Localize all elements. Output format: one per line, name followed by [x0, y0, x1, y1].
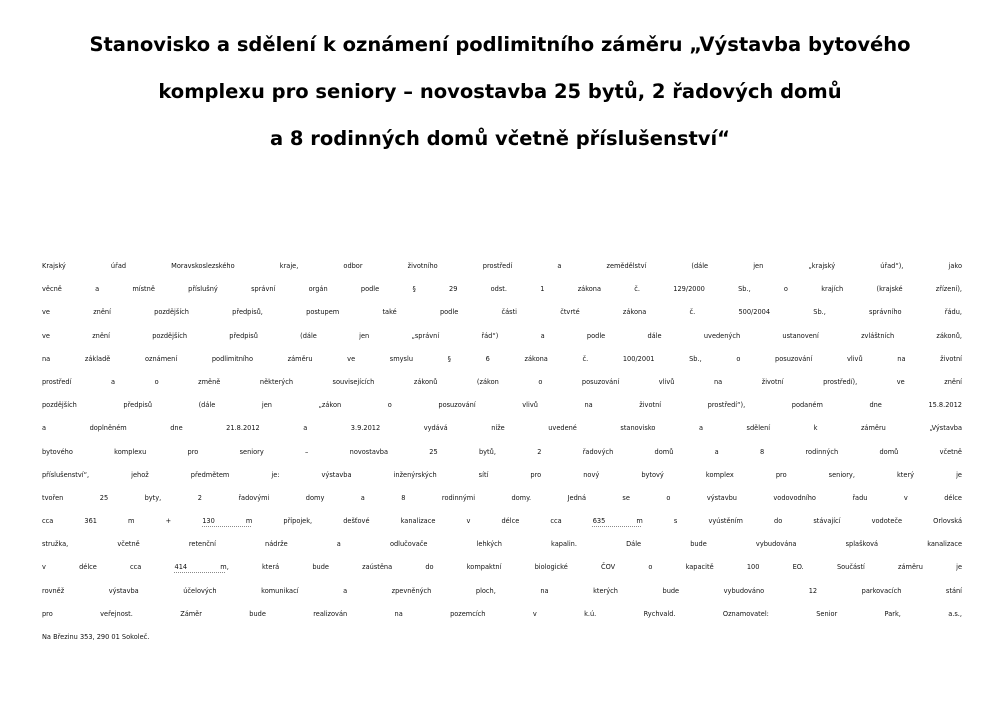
title-line-3: a 8 rodinných domů včetně příslušenství“ [269, 127, 730, 150]
body-line: ve znění pozdějších předpisů (dále jen „správní řád“) a podle dále uvedených ustanovení zvláštních zákonů, [42, 331, 962, 340]
body-line [42, 556, 962, 579]
body-line: tvořen 25 byty, 2 řadovými domy a 8 rodinnými domy. Jedná se o výstavbu vodovodního řadu v délce [42, 493, 962, 502]
body-line: Krajský úřad Moravskoslezského kraje, odbor životního prostředí a zemědělství (dále jen „krajský úřad“), jako [42, 262, 962, 270]
body-line: rovněž výstavba účelových komunikací a zpevněných ploch, na kterých bude vybudováno 12 parkovacích stání [42, 586, 962, 595]
body-line: ve znění pozdějších předpisů, postupem také podle části čtvrté zákona č. 500/2004 Sb., správního řádu, [42, 308, 962, 317]
body-line: příslušenství“, jehož předmětem je: výstavba inženýrských sítí pro nový bytový komplex pro seniory, který je [42, 470, 962, 479]
body-line: a doplněném dne 21.8.2012 a 3.9.2012 vydává níže uvedené stanovisko a sdělení k záměru „Výstavba [42, 424, 962, 433]
body-line: pro veřejnost. Záměr bude realizován na pozemcích v k.ú. Rychvald. Oznamovatel: Senior Park, a.s., [42, 609, 962, 618]
body-line: na základě oznámení podlimitního záměru ve smyslu § 6 zákona č. 100/2001 Sb., o posuzování vlivů na životní [42, 354, 962, 363]
body-line: prostředí a o změně některých souvisejících zákonů (zákon o posuzování vlivů na životní prostředí), ve znění [42, 377, 962, 386]
text-run: , která bude zaústěna do kompaktní biologické ČOV o kapacitě 100 EO. Součástí záměru je [226, 563, 962, 572]
text-run: s vyústěním do stávající vodoteče Orlovská [642, 517, 962, 526]
text-run: cca 361 m + [42, 517, 203, 526]
body-line-last: Na Březinu 353, 290 01 Sokoleč. [42, 633, 150, 641]
body-line: bytového komplexu pro seniory – novostavba 25 bytů, 2 řadových domů a 8 rodinných domů včetně [42, 447, 962, 456]
underlined-value: 130 m [202, 517, 253, 526]
body-line: pozdějších předpisů (dále jen „zákon o posuzování vlivů na životní prostředí“), podaném dne 15.8.2012 [42, 401, 962, 410]
title-line-2: komplexu pro seniory – novostavba 25 bytů, 2 řadových domů [158, 80, 842, 103]
underlined-value: 414 m [174, 563, 227, 572]
body-line: stružka, včetně retenční nádrže a odlučovače lehkých kapalin. Dále bude vybudována splašková kanalizace [42, 540, 962, 549]
body-paragraph [42, 255, 962, 649]
text-run: přípojek, dešťové kanalizace v délce cca [252, 517, 593, 526]
body-line: věcně a místně příslušný správní orgán podle § 29 odst. 1 zákona č. 129/2000 Sb., o krajích (krajské zřízení), [42, 285, 962, 294]
text-run: v délce cca [42, 563, 175, 572]
title-line-1: Stanovisko a sdělení k oznámení podlimitního záměru „Výstavba bytového [89, 33, 911, 56]
underlined-value: 635 m [592, 517, 643, 526]
body-line [42, 510, 962, 533]
